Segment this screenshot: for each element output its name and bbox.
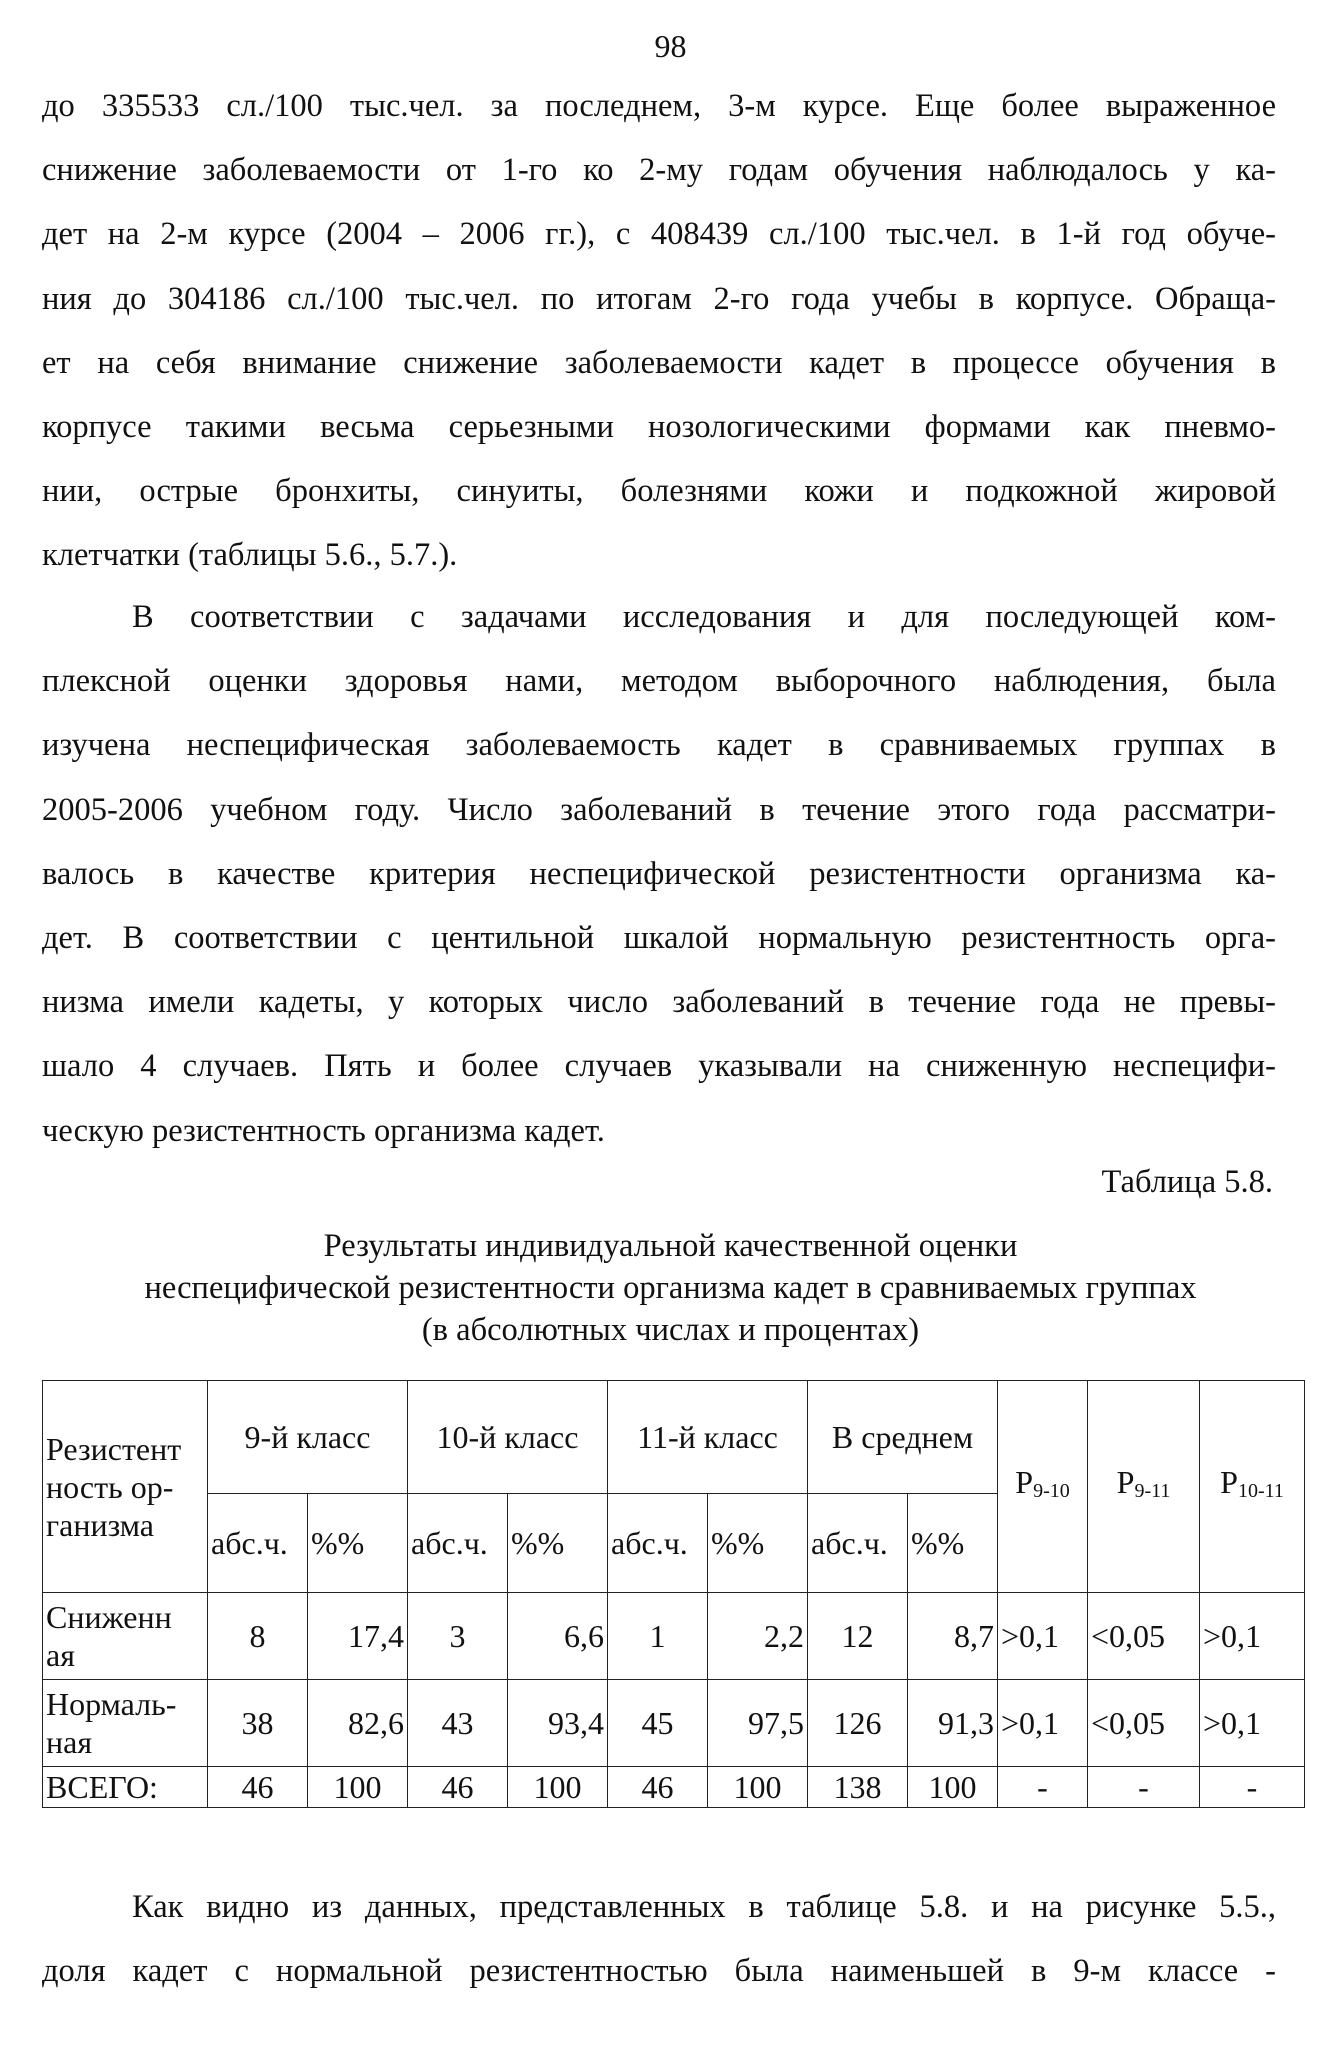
text-line: валось в качестве критерия неспецифической резистентности организма ка- [42,855,1276,892]
table-cell: 46 [608,1767,708,1808]
p-cell: - [998,1767,1088,1808]
group-header: 9-й класс [208,1381,408,1494]
table-title [0,1225,1341,1351]
table-row [43,1680,1305,1767]
table-cell: 12 [808,1593,908,1680]
text-line: до 335533 сл./100 тыс.чел. за последнем, 3-м курсе. Еще более выраженное [42,88,1276,124]
table-header-row [43,1381,1305,1494]
row-header-cell: Резистент ность ор- ганизма [43,1381,208,1593]
text-line: клетчатки (таблицы 5.6., 5.7.). [42,537,458,574]
table-cell: 2,2 [708,1593,808,1680]
p-cell: - [1200,1767,1305,1808]
text-line: ния до 304186 сл./100 тыс.чел. по итогам 2-го года учебы в корпусе. Обраща- [42,280,1276,317]
subheader-pct: %% [308,1494,408,1593]
text-line: ет на себя внимание снижение заболеваемости кадет в процессе обучения в [42,344,1276,381]
text-line: ческую резистентность организма кадет. [42,1112,605,1149]
table-cell: 97,5 [708,1680,808,1767]
table-cell: 93,4 [508,1680,608,1767]
table-cell: 17,4 [308,1593,408,1680]
table-cell: 6,6 [508,1593,608,1680]
table-cell: 3 [408,1593,508,1680]
table-cell: 82,6 [308,1680,408,1767]
table-cell: 8,7 [908,1593,998,1680]
table-cell: 46 [408,1767,508,1808]
table-cell: 8 [208,1593,308,1680]
text-line: изучена неспецифическая заболеваемость кадет в сравниваемых группах в [42,727,1276,764]
table-title-line: Результаты индивидуальной качественной оценки [323,1228,1018,1264]
table-cell: 38 [208,1680,308,1767]
subheader-pct: %% [508,1494,608,1593]
text-line: шало 4 случаев. Пять и более случаев указывали на сниженную неспецифи- [42,1048,1276,1085]
table-label: Таблица 5.8. [1101,1164,1273,1200]
subheader-abs: абс.ч. [208,1494,308,1593]
table-title-line: неспецифической резистентности организма кадет в сравниваемых группах [144,1270,1197,1306]
subheader-pct: %% [708,1494,808,1593]
paragraph-1 [42,74,1276,588]
group-header: 11-й класс [608,1381,808,1494]
text-line: нии, острые бронхиты, синуиты, болезнями кожи и подкожной жировой [42,473,1276,510]
table-title-line: (в абсолютных числах и процентах) [421,1312,920,1348]
subheader-abs: абс.ч. [808,1494,908,1593]
p-cell: >0,1 [998,1680,1088,1767]
text-line: В соответствии с задачами исследования и для последующей ком- [132,599,1276,635]
p-cell: >0,1 [1200,1680,1305,1767]
table-cell: 1 [608,1593,708,1680]
text-line: корпусе такими весьма серьезными нозологическими формами как пневмо- [42,409,1276,446]
row-label: ВСЕГО: [43,1767,208,1808]
table-cell: 100 [908,1767,998,1808]
page-number: 98 [654,28,687,64]
table-cell: 100 [508,1767,608,1808]
table-cell: 91,3 [908,1680,998,1767]
text-line: доля кадет с нормальной резистентностью была наименьшей в 9-м классе - [42,1953,1276,1990]
row-label: Сниженн ая [43,1593,208,1680]
p-cell: - [1088,1767,1200,1808]
data-table [42,1380,1305,1808]
text-line: Как видно из данных, представленных в таблице 5.8. и на рисунке 5.5., [132,1889,1276,1925]
table-row-total [43,1767,1305,1808]
text-line: 2005-2006 учебном году. Число заболеваний в течение этого года рассматри- [42,791,1276,828]
subheader-abs: абс.ч. [408,1494,508,1593]
p-cell: >0,1 [1200,1593,1305,1680]
paragraph-2 [42,585,1276,1163]
subheader-abs: абс.ч. [608,1494,708,1593]
table-row [43,1593,1305,1680]
text-line: снижение заболеваемости от 1-го ко 2-му годам обучения наблюдалось у ка- [42,152,1276,189]
p-cell: <0,05 [1088,1680,1200,1767]
table-cell: 46 [208,1767,308,1808]
paragraph-3 [42,1875,1276,2003]
table-cell: 126 [808,1680,908,1767]
group-header: В среднем [808,1381,998,1494]
text-line: низма имели кадеты, у которых число заболеваний в течение года не превы- [42,984,1276,1021]
subheader-pct: %% [908,1494,998,1593]
table-cell: 43 [408,1680,508,1767]
p-header: $P_{9-11}$ [1088,1381,1200,1593]
table-cell: 100 [308,1767,408,1808]
p-header: $P_{9-10}$ [998,1381,1088,1593]
text-line: плексной оценки здоровья нами, методом выборочного наблюдения, была [42,663,1276,700]
p-cell: <0,05 [1088,1593,1200,1680]
table-cell: 45 [608,1680,708,1767]
text-line: дет на 2-м курсе (2004 – 2006 гг.), с 408439 сл./100 тыс.чел. в 1-й год обуче- [42,216,1276,253]
group-header: 10-й класс [408,1381,608,1494]
table-cell: 100 [708,1767,808,1808]
p-cell: >0,1 [998,1593,1088,1680]
p-header: $P_{10-11}$ [1200,1381,1305,1593]
table-cell: 138 [808,1767,908,1808]
text-line: дет. В соответствии с центильной шкалой нормальную резистентность орга- [42,920,1276,957]
row-label: Нормаль- ная [43,1680,208,1767]
